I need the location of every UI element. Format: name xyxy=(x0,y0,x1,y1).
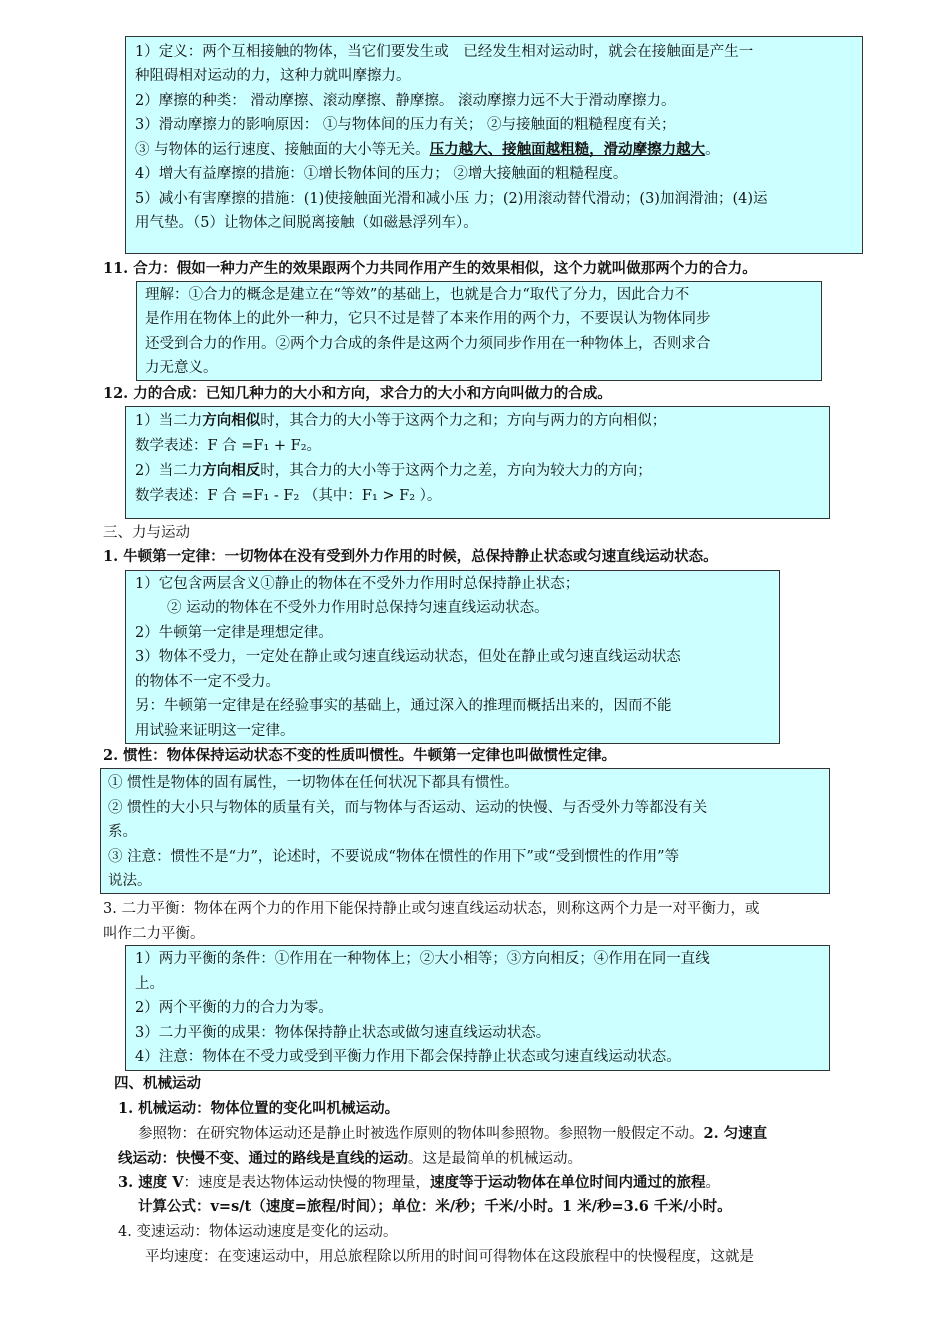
reference-object-line2 xyxy=(118,1147,582,1171)
opposite-direction-emph: 方向相反 xyxy=(202,462,261,479)
average-speed-line: 平均速度：在变速运动中，用总旅程除以所用的时间可得物体在这段旅程中的快慢程度，这就是 xyxy=(145,1249,754,1265)
balance-line2: 上。 xyxy=(135,976,164,992)
composition-formula-2: 数学表述：F 合 =F₁ - F₂ （其中：F₁ > F₂ ）。 xyxy=(135,488,442,504)
text: 时，其合力的大小等于这两个力之差，方向为较大力的方向； xyxy=(260,463,652,479)
heading-resultant-force: 11. 合力：假如一种力产生的效果跟两个力共同作用产生的效果相似，这个力就叫做那两个力的合力。 xyxy=(103,260,757,277)
resultant-line1: 理解：①合力的概念是建立在“等效”的基础上，也就是合力“取代了分力，因此合力不 xyxy=(145,287,690,303)
increase-friction: 4）增大有益摩擦的措施：①增长物体间的压力； ②增大接触面的粗糙程度。 xyxy=(135,166,628,182)
newton-line5: 的物体不一定不受力。 xyxy=(135,674,280,690)
same-direction-emph: 方向相似 xyxy=(202,412,261,429)
balance-definition-line2: 叫作二力平衡。 xyxy=(103,926,205,942)
newton-line4: 3）物体不受力，一定处在静止或匀速直线运动状态，但处在静止或匀速直线运动状态 xyxy=(135,649,681,665)
friction-definition-line2: 种阻碍相对运动的力，这种力就叫摩擦力。 xyxy=(135,68,411,84)
uniform-motion-definition: 线运动：快慢不变、通过的路线是直线的运动 xyxy=(118,1150,408,1167)
reduce-friction-line1: 5）减小有害摩擦的措施：(1)使接触面光滑和减小压 力；(2)用滚动替代滑动；(3)加润滑油；(4)运 xyxy=(135,191,768,207)
balance-definition-line1: 3. 二力平衡：物体在两个力的作用下能保持静止或匀速直线运动状态，则称这两个力是一对平衡力，或 xyxy=(103,901,760,917)
heading-force-composition: 12. 力的合成：已知几种力的大小和方向，求合力的大小和方向叫做力的合成。 xyxy=(103,385,612,402)
newton-line7: 用试验来证明这一定律。 xyxy=(135,723,295,739)
text: ：物体运动速度是变化的运动。 xyxy=(194,1224,398,1240)
newton-line6: 另：牛顿第一定律是在经验事实的基础上，通过深入的推理而概括出来的，因而不能 xyxy=(135,698,672,714)
variable-motion-line xyxy=(118,1220,397,1244)
variable-motion-label: 4. 变速运动 xyxy=(118,1224,195,1240)
newton-line2: ② 运动的物体在不受外力作用时总保持匀速直线运动状态。 xyxy=(167,600,549,616)
friction-definition-line1: 1）定义：两个互相接触的物体，当它们要发生或 已经发生相对运动时，就会在接触面是产生一 xyxy=(135,44,754,60)
friction-factor-3: ③ 与物体的运行速度、接触面的大小等无关。 xyxy=(135,142,430,158)
text: 1）当二力 xyxy=(135,413,203,429)
newton-line1: 1）它包含两层含义①静止的物体在不受外力作用时总保持静止状态； xyxy=(135,576,580,592)
resultant-line3: 还受到合力的作用。②两个力合成的条件是这两个力须同步作用在一种物体上，否则求合 xyxy=(145,336,711,352)
heading-mechanical-motion: 1. 机械运动：物体位置的变化叫机械运动。 xyxy=(118,1100,400,1117)
friction-key-rule: 压力越大、接触面越粗糙，滑动摩擦力越大 xyxy=(429,141,706,158)
inertia-line4: ③ 注意：惯性不是“力”，论述时，不要说成“物体在惯性的作用下”或“受到惯性的作用”等 xyxy=(108,849,680,865)
section-force-and-motion: 三、力与运动 xyxy=(103,525,190,541)
section-mechanical-motion: 四、机械运动 xyxy=(114,1075,201,1092)
speed-formula: 计算公式：v=s/t（速度=旅程/时间）；单位：米/秒；千米/小时。1 米/秒=3.6 千米/小时。 xyxy=(138,1198,732,1215)
composition-opposite-direction xyxy=(135,459,652,483)
friction-factors: 3）滑动摩擦力的影响原因： ①与物体间的压力有关； ②与接触面的粗糙程度有关； xyxy=(135,117,676,133)
speed-definition: 速度等于运动物体在单位时间内通过的旅程 xyxy=(429,1174,706,1191)
text: 。这是最简单的机械运动。 xyxy=(408,1151,582,1167)
heading-newton-first-law: 1. 牛顿第一定律：一切物体在没有受到外力作用的时候，总保持静止状态或匀速直线运动状态。 xyxy=(103,548,718,565)
reference-object-line1 xyxy=(138,1122,767,1146)
balance-line4: 3）二力平衡的成果：物体保持静止状态或做匀速直线运动状态。 xyxy=(135,1025,551,1041)
balance-line5: 4）注意：物体在不受力或受到平衡力作用下都会保持静止状态或匀速直线运动状态。 xyxy=(135,1049,681,1065)
friction-factors-cont xyxy=(135,138,720,162)
uniform-motion-label: 2. 匀速直 xyxy=(703,1125,768,1142)
inertia-line3: 系。 xyxy=(108,824,137,840)
text: 时，其合力的大小等于这两个力之和；方向与两力的方向相似； xyxy=(260,413,667,429)
text: 2）当二力 xyxy=(135,463,203,479)
speed-line xyxy=(118,1171,720,1195)
friction-types: 2）摩擦的种类： 滑动摩擦、滚动摩擦、静摩擦。 滚动摩擦力远不大于滑动摩擦力。 xyxy=(135,93,676,109)
resultant-line2: 是作用在物体上的此外一种力，它只不过是替了本来作用的两个力，不要误认为物体同步 xyxy=(145,311,711,327)
composition-formula-1: 数学表述：F 合 =F₁ + F₂。 xyxy=(135,438,322,454)
newton-line3: 2）牛顿第一定律是理想定律。 xyxy=(135,625,333,641)
inertia-line5: 说法。 xyxy=(108,873,152,889)
reduce-friction-line2: 用气垫。（5）让物体之间脱离接触（如磁悬浮列车）。 xyxy=(135,215,478,231)
resultant-line4: 力无意义。 xyxy=(145,360,218,376)
inertia-line1: ① 惯性是物体的固有属性，一切物体在任何状况下都具有惯性。 xyxy=(108,775,519,791)
text: ：速度是表达物体运动快慢的物理量， xyxy=(183,1175,430,1191)
heading-inertia: 2. 惯性：物体保持运动状态不变的性质叫惯性。牛顿第一定律也叫做惯性定律。 xyxy=(103,747,617,764)
composition-same-direction xyxy=(135,409,666,433)
balance-line3: 2）两个平衡的力的合力为零。 xyxy=(135,1000,333,1016)
text: 参照物：在研究物体运动还是静止时被选作原则的物体叫参照物。参照物一般假定不动。 xyxy=(138,1126,704,1142)
speed-label: 3. 速度 V xyxy=(118,1174,184,1191)
text: 。 xyxy=(705,1175,720,1191)
balance-line1: 1）两力平衡的条件：①作用在一种物体上；②大小相等；③方向相反；④作用在同一直线 xyxy=(135,951,710,967)
period: 。 xyxy=(705,142,720,158)
inertia-line2: ② 惯性的大小只与物体的质量有关，而与物体与否运动、运动的快慢、与否受外力等都没有关 xyxy=(108,800,708,816)
